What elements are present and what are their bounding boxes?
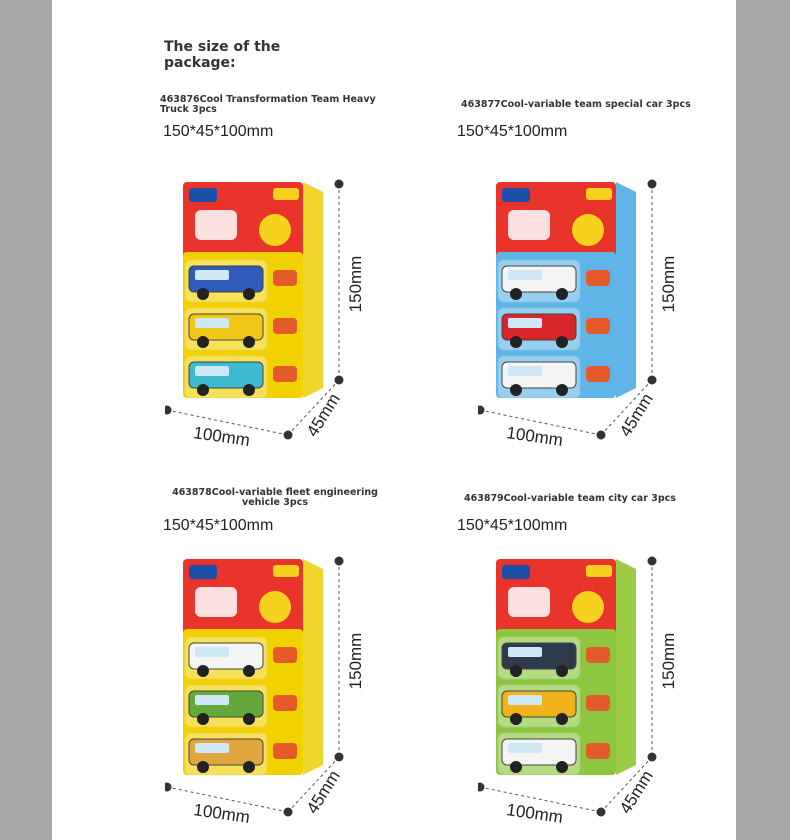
toy-car-window-2 [195, 318, 229, 328]
transform-preview-2 [273, 695, 297, 711]
toy-car-window-2 [508, 318, 542, 328]
width-label: 100mm [192, 423, 252, 450]
dimension-marker [335, 376, 344, 385]
toy-car-wheel [243, 761, 255, 773]
transform-preview-3 [273, 743, 297, 759]
package-svg [478, 160, 678, 450]
toy-car-window-2 [508, 695, 542, 705]
item-name-2: 463877Cool-variable team special car 3pcs [461, 99, 691, 110]
toy-car-wheel [243, 713, 255, 725]
toy-car-wheel [510, 336, 522, 348]
hero-vehicle-image [195, 587, 237, 617]
brand-badge [273, 565, 299, 577]
brand-logo [502, 188, 530, 202]
toy-car-wheel [197, 336, 209, 348]
promo-burst [259, 214, 291, 246]
toy-car-wheel [556, 384, 568, 396]
page-heading: The size of the package: [164, 39, 281, 71]
dimension-marker [165, 783, 172, 792]
package-side-panel [616, 182, 636, 398]
width-label: 100mm [505, 423, 565, 450]
transform-preview-3 [586, 366, 610, 382]
transform-preview-1 [273, 270, 297, 286]
package-svg [165, 160, 365, 450]
dimension-marker [284, 431, 293, 440]
brand-logo [189, 565, 217, 579]
toy-car-wheel [243, 384, 255, 396]
depth-label: 45mm [615, 767, 657, 818]
toy-car-wheel [243, 665, 255, 677]
dimension-marker [597, 808, 606, 817]
hero-vehicle-image [195, 210, 237, 240]
transform-preview-2 [586, 318, 610, 334]
toy-car-window-1 [195, 270, 229, 280]
transform-preview-2 [586, 695, 610, 711]
package-diagram-1 [165, 160, 365, 450]
toy-car-window-3 [508, 366, 542, 376]
toy-car-window-3 [508, 743, 542, 753]
dimension-marker [335, 557, 344, 566]
dimension-marker [648, 557, 657, 566]
depth-label: 45mm [302, 390, 344, 441]
package-svg [165, 537, 365, 827]
depth-label: 45mm [302, 767, 344, 818]
item-size-4: 150*45*100mm [457, 517, 568, 534]
dimension-marker [648, 753, 657, 762]
dimension-marker [597, 431, 606, 440]
height-label: 150mm [346, 632, 365, 690]
width-label: 100mm [192, 800, 252, 827]
height-label: 150mm [346, 255, 365, 313]
depth-label: 45mm [615, 390, 657, 441]
dimension-marker [648, 376, 657, 385]
toy-car-wheel [556, 288, 568, 300]
dimension-marker [478, 406, 485, 415]
item-size-1: 150*45*100mm [163, 123, 274, 140]
dimension-marker [648, 180, 657, 189]
transform-preview-3 [273, 366, 297, 382]
toy-car-wheel [510, 665, 522, 677]
transform-preview-1 [586, 270, 610, 286]
package-diagram-3 [165, 537, 365, 827]
toy-car-window-1 [195, 647, 229, 657]
toy-car-wheel [197, 713, 209, 725]
toy-car-wheel [197, 761, 209, 773]
toy-car-wheel [243, 288, 255, 300]
toy-car-window-2 [195, 695, 229, 705]
dimension-marker [165, 406, 172, 415]
promo-burst [259, 591, 291, 623]
brand-logo [502, 565, 530, 579]
dimension-marker [335, 753, 344, 762]
toy-car-wheel [197, 665, 209, 677]
toy-car-wheel [510, 761, 522, 773]
package-svg [478, 537, 678, 827]
brand-logo [189, 188, 217, 202]
toy-car-wheel [510, 713, 522, 725]
dimension-marker [335, 180, 344, 189]
brand-badge [586, 188, 612, 200]
brand-badge [273, 188, 299, 200]
promo-burst [572, 591, 604, 623]
package-diagram-2 [478, 160, 678, 450]
height-label: 150mm [659, 255, 678, 313]
toy-car-wheel [197, 288, 209, 300]
item-size-2: 150*45*100mm [457, 123, 568, 140]
hero-vehicle-image [508, 587, 550, 617]
brand-badge [586, 565, 612, 577]
item-name-1: 463876Cool Transformation Team Heavy Truck 3pcs [160, 94, 376, 115]
toy-car-window-1 [508, 270, 542, 280]
hero-vehicle-image [508, 210, 550, 240]
height-label: 150mm [659, 632, 678, 690]
toy-car-window-3 [195, 743, 229, 753]
package-side-panel [616, 559, 636, 775]
transform-preview-2 [273, 318, 297, 334]
item-size-3: 150*45*100mm [163, 517, 274, 534]
package-diagram-4 [478, 537, 678, 827]
transform-preview-3 [586, 743, 610, 759]
toy-car-window-3 [195, 366, 229, 376]
transform-preview-1 [273, 647, 297, 663]
toy-car-wheel [556, 761, 568, 773]
toy-car-wheel [510, 288, 522, 300]
toy-car-wheel [556, 336, 568, 348]
toy-car-wheel [243, 336, 255, 348]
dimension-marker [478, 783, 485, 792]
toy-car-wheel [510, 384, 522, 396]
package-side-panel [303, 182, 323, 398]
toy-car-wheel [197, 384, 209, 396]
toy-car-wheel [556, 713, 568, 725]
width-label: 100mm [505, 800, 565, 827]
package-side-panel [303, 559, 323, 775]
toy-car-window-1 [508, 647, 542, 657]
transform-preview-1 [586, 647, 610, 663]
item-name-3: 463878Cool-variable fleet engineering vehicle 3pcs [172, 487, 378, 508]
toy-car-wheel [556, 665, 568, 677]
item-name-4: 463879Cool-variable team city car 3pcs [464, 493, 676, 504]
dimension-marker [284, 808, 293, 817]
promo-burst [572, 214, 604, 246]
